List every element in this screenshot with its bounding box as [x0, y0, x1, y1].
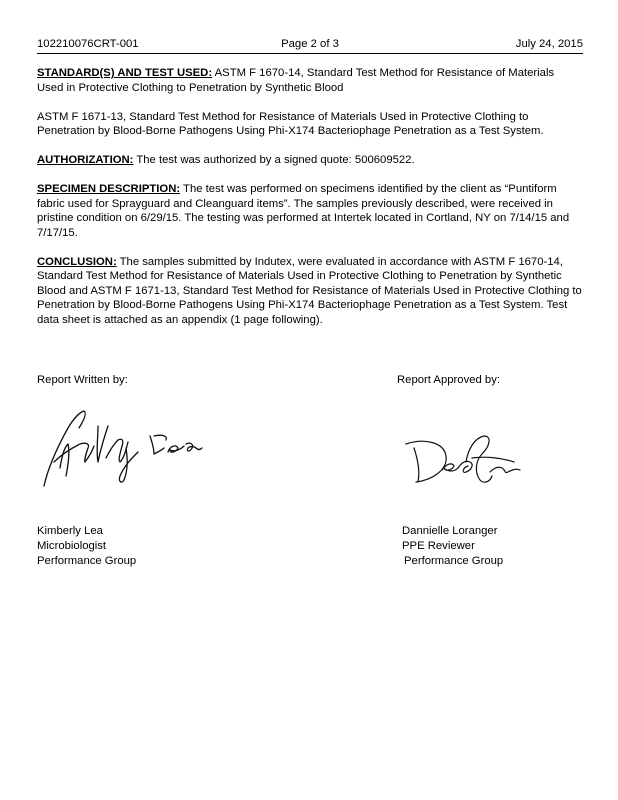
approved-by-label: Report Approved by: — [397, 374, 500, 386]
writer-block — [37, 524, 136, 569]
approver-name: Dannielle Loranger — [402, 525, 498, 537]
approver-title: PPE Reviewer — [402, 540, 475, 552]
standards-section-2 — [37, 110, 582, 139]
standards-text-2: ASTM F 1671-13, Standard Test Method for Resistance of Materials Used in Protective Clothing to Penetration by Blood-Borne Pathogens Using Phi-X174 Bacteriophage Penetration as a Test System. — [37, 110, 544, 137]
report-body — [37, 66, 582, 342]
page-header — [37, 38, 583, 52]
approver-block — [402, 524, 503, 569]
conclusion-section — [37, 255, 582, 328]
authorization-section — [37, 153, 582, 168]
written-by-label: Report Written by: — [37, 374, 128, 386]
approver-group: Performance Group — [404, 555, 504, 567]
standards-label: STANDARD(S) AND TEST USED: — [37, 67, 213, 79]
authorization-label: AUTHORIZATION: — [37, 154, 134, 166]
specimen-text: The test was performed on specimens identified by the client as “Puntiform fabric used for Sprayguard and Cleanguard items”. The samples previously described, were received in pristine condition on 6/29/15. The testing was performed at Intertek located in Cortland, NY on 7/14/15 and 7/17/15. — [37, 183, 570, 239]
approver-signature — [402, 432, 532, 490]
conclusion-text: The samples submitted by Indutex, were evaluated in accordance with ASTM F 1670-14, Standard Test Method for Resistance of Materials Used in Protective Clothing to Penetration by Synthetic Blood and ASTM F 1671-13, Standard Test Method for Resistance of Materials Used in Protective Clothing to Penetration by Blood-Borne Pathogens Using Phi-X174 Bacteriophage Penetration as a Test System. Test data sheet is attached as an appendix (1 page following). — [37, 255, 582, 326]
standards-section — [37, 66, 582, 95]
specimen-label: SPECIMEN DESCRIPTION: — [37, 183, 181, 195]
writer-name: Kimberly Lea — [37, 525, 103, 537]
authorization-text: The test was authorized by a signed quote: 500609522. — [133, 154, 415, 166]
header-rule — [37, 53, 583, 54]
writer-title: Microbiologist — [37, 540, 107, 552]
writer-group: Performance Group — [37, 555, 137, 567]
specimen-section — [37, 182, 582, 240]
standards-text: ASTM F 1670-14, Standard Test Method for Resistance of Materials Used in Protective Clothing to Penetration by Synthetic Blood — [37, 67, 555, 94]
report-number: 102210076CRT-001 — [37, 38, 139, 50]
writer-signature — [38, 408, 203, 490]
page-number: Page 2 of 3 — [281, 38, 339, 50]
report-date: July 24, 2015 — [515, 38, 583, 50]
conclusion-label: CONCLUSION: — [37, 255, 117, 268]
